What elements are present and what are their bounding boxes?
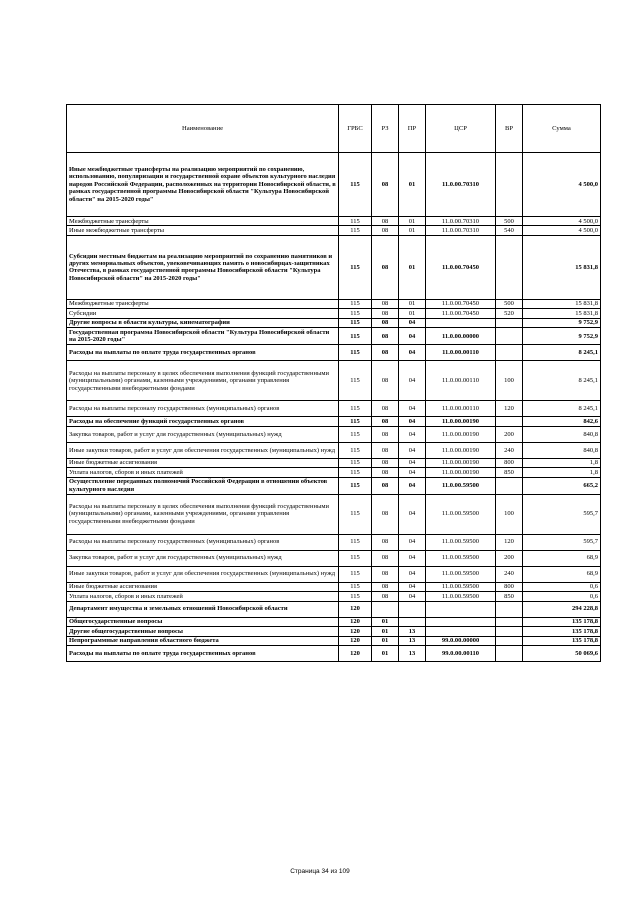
cell-grbs: 120 [339,601,372,617]
cell-vr [496,417,523,426]
cell-grbs: 115 [339,345,372,361]
cell-csr: 11.0.00.59500 [426,566,496,582]
cell-grbs: 115 [339,426,372,442]
table-row [67,217,601,226]
cell-grbs: 115 [339,592,372,601]
cell-name: Закупка товаров, работ и услуг для государственных (муниципальных) нужд [67,550,339,566]
cell-rz: 08 [372,442,399,458]
cell-sum: 135 178,8 [523,617,601,626]
cell-sum: 8 245,1 [523,401,601,417]
cell-vr: 120 [496,534,523,550]
cell-rz: 08 [372,468,399,477]
cell-csr: 11.0.00.00110 [426,361,496,401]
cell-vr: 240 [496,442,523,458]
header-name: Наименование [67,105,339,153]
cell-pr: 01 [399,299,426,308]
cell-pr: 04 [399,468,426,477]
cell-grbs: 120 [339,617,372,626]
cell-csr: 99.0.00.00110 [426,645,496,661]
cell-grbs: 120 [339,645,372,661]
cell-pr: 04 [399,477,426,494]
cell-grbs: 115 [339,458,372,467]
cell-name: Закупка товаров, работ и услуг для государственных (муниципальных) нужд [67,426,339,442]
page-number: Страница 34 из 109 [290,868,350,875]
cell-rz: 08 [372,361,399,401]
cell-name: Расходы на выплаты по оплате труда государственных органов [67,345,339,361]
cell-grbs: 120 [339,636,372,645]
cell-csr: 11.0.00.59500 [426,592,496,601]
cell-name: Межбюджетные трансферты [67,217,339,226]
cell-grbs: 115 [339,235,372,299]
cell-grbs: 115 [339,417,372,426]
cell-name: Расходы на выплаты персоналу государственных (муниципальных) органов [67,534,339,550]
cell-pr: 04 [399,318,426,327]
cell-rz: 08 [372,217,399,226]
cell-grbs: 115 [339,468,372,477]
cell-vr [496,153,523,217]
cell-name: Расходы на выплаты персоналу в целях обеспечения выполнения функций государственными (муниципальными) органами, казенными учреждениями, органами управления государственными внебюджетными фондами [67,494,339,534]
budget-table [66,104,601,662]
table-row [67,601,601,617]
table-row [67,582,601,591]
table-row [67,401,601,417]
table-row [67,328,601,345]
cell-grbs: 115 [339,217,372,226]
cell-sum: 15 831,8 [523,309,601,318]
cell-csr: 11.0.00.59500 [426,477,496,494]
table-row [67,617,601,626]
cell-pr: 04 [399,328,426,345]
header-rz: РЗ [372,105,399,153]
table-row [67,645,601,661]
cell-name: Уплата налогов, сборов и иных платежей [67,468,339,477]
table-row [67,226,601,235]
cell-pr [399,601,426,617]
cell-rz: 08 [372,494,399,534]
cell-grbs: 115 [339,566,372,582]
cell-pr: 04 [399,582,426,591]
table-row [67,477,601,494]
cell-grbs: 115 [339,401,372,417]
cell-rz: 08 [372,550,399,566]
cell-rz: 08 [372,235,399,299]
cell-name: Иные бюджетные ассигнования [67,582,339,591]
cell-pr: 04 [399,592,426,601]
cell-csr: 99.0.00.00000 [426,636,496,645]
cell-vr: 200 [496,550,523,566]
table-row [67,550,601,566]
cell-grbs: 115 [339,299,372,308]
cell-pr: 04 [399,401,426,417]
cell-vr: 500 [496,217,523,226]
cell-name: Расходы на выплаты персоналу государственных (муниципальных) органов [67,401,339,417]
cell-csr: 11.0.00.00190 [426,458,496,467]
cell-vr: 800 [496,458,523,467]
cell-name: Уплата налогов, сборов и иных платежей [67,592,339,601]
cell-vr: 500 [496,299,523,308]
cell-sum: 4 500,0 [523,226,601,235]
cell-name: Государственная программа Новосибирской области "Культура Новосибирской области на 2015-2020 годы" [67,328,339,345]
cell-grbs: 115 [339,328,372,345]
table-row [67,235,601,299]
cell-sum: 9 752,9 [523,318,601,327]
cell-rz: 08 [372,534,399,550]
cell-sum: 135 178,8 [523,636,601,645]
cell-vr: 120 [496,401,523,417]
cell-sum: 9 752,9 [523,328,601,345]
cell-name: Иные бюджетные ассигнования [67,458,339,467]
cell-csr: 11.0.00.00190 [426,417,496,426]
cell-vr: 540 [496,226,523,235]
cell-sum: 595,7 [523,534,601,550]
cell-sum: 8 245,1 [523,361,601,401]
cell-grbs: 115 [339,477,372,494]
cell-rz: 08 [372,328,399,345]
cell-sum: 840,8 [523,442,601,458]
cell-name: Департамент имущества и земельных отношений Новосибирской области [67,601,339,617]
cell-grbs: 115 [339,309,372,318]
cell-csr: 11.0.00.00190 [426,468,496,477]
cell-name: Иные межбюджетные трансферты на реализацию мероприятий по сохранению, использованию, популяризации и государственной охране объектов культурного наследия народов Российской Федерации, расположенных на территории Новосибирской области, в рамках государственной программы Новосибирской области "Культура Новосибирской области" на 2015-2020 годы" [67,153,339,217]
cell-sum: 840,8 [523,426,601,442]
cell-sum: 0,6 [523,592,601,601]
table-row [67,636,601,645]
cell-csr: 11.0.00.00190 [426,426,496,442]
cell-pr: 13 [399,627,426,636]
header-vr: ВР [496,105,523,153]
cell-csr [426,627,496,636]
cell-vr [496,318,523,327]
cell-csr: 11.0.00.00110 [426,401,496,417]
cell-sum: 15 831,8 [523,235,601,299]
cell-pr: 01 [399,226,426,235]
cell-vr [496,345,523,361]
table-row [67,627,601,636]
table-row [67,417,601,426]
cell-csr: 11.0.00.59500 [426,494,496,534]
cell-sum: 135 178,8 [523,627,601,636]
cell-csr: 11.0.00.70310 [426,153,496,217]
cell-name: Непрограммные направления областного бюджета [67,636,339,645]
cell-grbs: 115 [339,494,372,534]
table-row [67,468,601,477]
table-row [67,309,601,318]
cell-grbs: 115 [339,226,372,235]
table-row [67,299,601,308]
cell-csr [426,601,496,617]
cell-csr: 11.0.00.70310 [426,217,496,226]
table-row [67,458,601,467]
table-body [67,153,601,662]
cell-vr: 800 [496,582,523,591]
cell-vr [496,636,523,645]
cell-vr [496,328,523,345]
cell-rz: 08 [372,309,399,318]
cell-grbs: 115 [339,534,372,550]
cell-pr: 04 [399,534,426,550]
cell-name: Иные межбюджетные трансферты [67,226,339,235]
cell-csr: 11.0.00.70450 [426,235,496,299]
cell-name: Осуществление переданных полномочий Российской Федерации в отношении объектов культурного наследия [67,477,339,494]
cell-pr: 13 [399,636,426,645]
cell-rz: 01 [372,627,399,636]
cell-pr: 01 [399,235,426,299]
cell-name: Субсидии местным бюджетам на реализацию мероприятий по сохранению памятников и других мемориальных объектов, увековечивающих память о новосибирцах-защитниках Отечества, в рамках государственной программы Новосибирской области "Культура Новосибирской области" на 2015-2020 годы" [67,235,339,299]
cell-csr: 11.0.00.59500 [426,534,496,550]
header-csr: ЦСР [426,105,496,153]
cell-grbs: 115 [339,153,372,217]
cell-rz: 08 [372,226,399,235]
cell-vr [496,645,523,661]
cell-csr: 11.0.00.70310 [426,226,496,235]
cell-rz: 08 [372,458,399,467]
header-sum: Сумма [523,105,601,153]
cell-vr: 100 [496,361,523,401]
cell-rz: 08 [372,299,399,308]
cell-sum: 665,2 [523,477,601,494]
cell-csr: 11.0.00.59500 [426,582,496,591]
cell-rz: 08 [372,426,399,442]
cell-rz: 01 [372,636,399,645]
cell-sum: 50 069,6 [523,645,601,661]
cell-grbs: 120 [339,627,372,636]
cell-pr: 01 [399,309,426,318]
cell-vr: 200 [496,426,523,442]
cell-sum: 1,8 [523,468,601,477]
cell-pr: 01 [399,217,426,226]
cell-pr: 04 [399,417,426,426]
table-row [67,153,601,217]
cell-pr: 04 [399,550,426,566]
table-header-row [67,105,601,153]
cell-rz: 08 [372,566,399,582]
cell-pr: 04 [399,566,426,582]
cell-rz: 08 [372,592,399,601]
cell-sum: 0,6 [523,582,601,591]
cell-sum: 4 500,0 [523,153,601,217]
cell-vr: 850 [496,468,523,477]
cell-vr [496,235,523,299]
cell-pr: 01 [399,153,426,217]
cell-pr: 04 [399,345,426,361]
table-row [67,345,601,361]
cell-vr: 240 [496,566,523,582]
table-row [67,361,601,401]
cell-name: Расходы на выплаты персоналу в целях обеспечения выполнения функций государственными (муниципальными) органами, казенными учреждениями, органами управления государственными внебюджетными фондами [67,361,339,401]
cell-rz: 08 [372,477,399,494]
cell-sum: 8 245,1 [523,345,601,361]
cell-csr: 11.0.00.59500 [426,550,496,566]
cell-rz: 08 [372,318,399,327]
cell-vr: 850 [496,592,523,601]
cell-csr [426,318,496,327]
cell-pr: 04 [399,361,426,401]
cell-rz: 08 [372,417,399,426]
cell-csr: 11.0.00.70450 [426,309,496,318]
cell-grbs: 115 [339,361,372,401]
cell-sum: 15 831,8 [523,299,601,308]
cell-rz: 08 [372,582,399,591]
cell-name: Общегосударственные вопросы [67,617,339,626]
table-row [67,566,601,582]
cell-pr: 04 [399,494,426,534]
cell-vr [496,601,523,617]
cell-sum: 294 228,8 [523,601,601,617]
cell-csr: 11.0.00.00000 [426,328,496,345]
table-row [67,592,601,601]
cell-csr [426,617,496,626]
cell-vr [496,477,523,494]
cell-sum: 4 500,0 [523,217,601,226]
header-pr: ПР [399,105,426,153]
cell-vr: 520 [496,309,523,318]
table-row [67,426,601,442]
cell-rz: 08 [372,153,399,217]
cell-csr: 11.0.00.00190 [426,442,496,458]
cell-rz [372,601,399,617]
cell-pr: 04 [399,426,426,442]
cell-name: Субсидии [67,309,339,318]
cell-sum: 1,8 [523,458,601,467]
cell-pr: 04 [399,442,426,458]
cell-name: Расходы на обеспечение функций государственных органов [67,417,339,426]
cell-sum: 595,7 [523,494,601,534]
table-row [67,442,601,458]
cell-name: Другие общегосударственные вопросы [67,627,339,636]
cell-name: Иные закупки товаров, работ и услуг для обеспечения государственных (муниципальных) нужд [67,442,339,458]
cell-grbs: 115 [339,582,372,591]
cell-sum: 68,9 [523,566,601,582]
cell-name: Иные закупки товаров, работ и услуг для обеспечения государственных (муниципальных) нужд [67,566,339,582]
cell-sum: 68,9 [523,550,601,566]
header-grbs: ГРБС [339,105,372,153]
cell-vr [496,617,523,626]
cell-name: Расходы на выплаты по оплате труда государственных органов [67,645,339,661]
cell-rz: 08 [372,401,399,417]
cell-rz: 08 [372,345,399,361]
cell-pr: 04 [399,458,426,467]
cell-grbs: 115 [339,550,372,566]
cell-csr: 11.0.00.70450 [426,299,496,308]
cell-pr [399,617,426,626]
cell-rz: 01 [372,645,399,661]
cell-grbs: 115 [339,442,372,458]
cell-grbs: 115 [339,318,372,327]
cell-csr: 11.0.00.00110 [426,345,496,361]
cell-vr [496,627,523,636]
table-row [67,318,601,327]
cell-name: Другие вопросы в области культуры, кинематографии [67,318,339,327]
table-row [67,494,601,534]
cell-sum: 842,6 [523,417,601,426]
cell-vr: 100 [496,494,523,534]
cell-rz: 01 [372,617,399,626]
cell-name: Межбюджетные трансферты [67,299,339,308]
table-row [67,534,601,550]
cell-pr: 13 [399,645,426,661]
